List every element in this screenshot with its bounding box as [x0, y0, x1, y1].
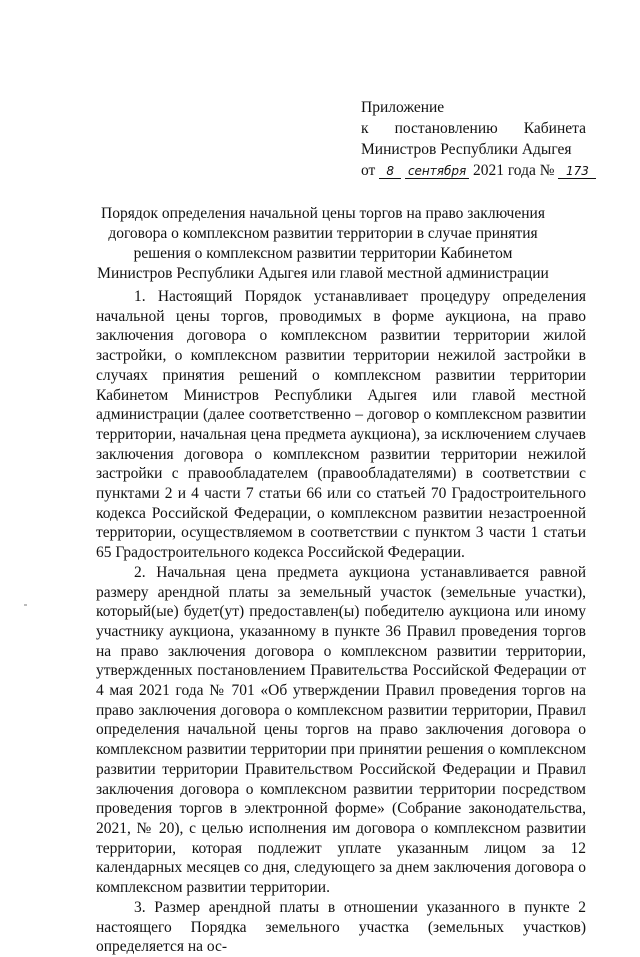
date-month: сентября: [405, 164, 469, 179]
document-body: [96, 287, 586, 957]
appendix-authority: Министров Республики Адыгея: [361, 141, 572, 158]
paragraph-3: 3. Размер арендной платы в отношении указанного в пункте 2 настоящего Порядка земельного участка (земельных участков) определяется на ос-: [96, 898, 586, 956]
appendix-header: [361, 97, 591, 181]
appendix-decree-line: [361, 118, 586, 139]
date-day: 8: [379, 164, 401, 179]
document-title: Порядок определения начальной цены торгов на право заключения договора о комплексном развитии территории в случае принятия решения о комплексном развитии территории Кабинетом Министров Республики Адыгея или главой местной администрации: [97, 205, 549, 282]
paragraph-1: 1. Настоящий Порядок устанавливает процедуру определения начальной цены торгов, проводимых в форме аукциона, на право заключения договора о комплексном развитии территории жилой застройки, о комплексном развитии территории нежилой застройки в случаях принятия решений о комплексном развитии территории Кабинетом Министров Республики Адыгея или главой местной администрации (далее соответственно – договор о комплексном развитии территории, начальная цена предмета аукциона), за исключением случаев заключения договора о комплексном развитии территории нежилой застройки с правообладателем (правообладателями) в соответствии с пунктами 2 и 4 части 7 статьи 66 или со статьей 70 Градостроительного кодекса Российской Федерации, о комплексном развитии незастроенной территории, осуществляемом в соответствии с пунктом 3 части 1 статьи 65 Градостроительного кодекса Российской Федерации.: [96, 288, 586, 562]
appendix-word: постановлению: [394, 120, 498, 137]
appendix-word: Кабинета: [523, 120, 586, 137]
scan-speck: [24, 604, 27, 606]
appendix-date-line: [361, 160, 591, 181]
date-prefix: от: [361, 162, 376, 179]
appendix-word: к: [361, 120, 369, 137]
date-year: 2021 года №: [472, 162, 555, 179]
document-number: 173: [558, 164, 596, 179]
appendix-label: Приложение: [361, 99, 445, 116]
paragraph-2: 2. Начальная цена предмета аукциона устанавливается равной размеру арендной платы за земельный участок (земельные участки), который(ые) будет(ут) предоставлен(ы) победителю аукциона или иному участнику аукциона, указанному в пункте 36 Правил проведения торгов на право заключения договора о комплексном развитии территории, утвержденных постановлением Правительства Российской Федерации от 4 мая 2021 года № 701 «Об утверждении Правил проведения торгов на право заключения договора о комплексном развитии территории, Правил определения начальной цены торгов на право заключения договора о комплексном развитии территории при принятии решения о комплексном развитии территории Правительством Российской Федерации и Правил заключения договора о комплексном развитии территории посредством проведения торгов в электронной форме» (Собрание законодательства, 2021, № 20), с целью исполнения им договора о комплексном развитии территории, которая подлежит уплате указанным лицом за 12 календарных месяцев со дня, следующего за днем заключения договора о комплексном развитии территории.: [96, 563, 586, 897]
